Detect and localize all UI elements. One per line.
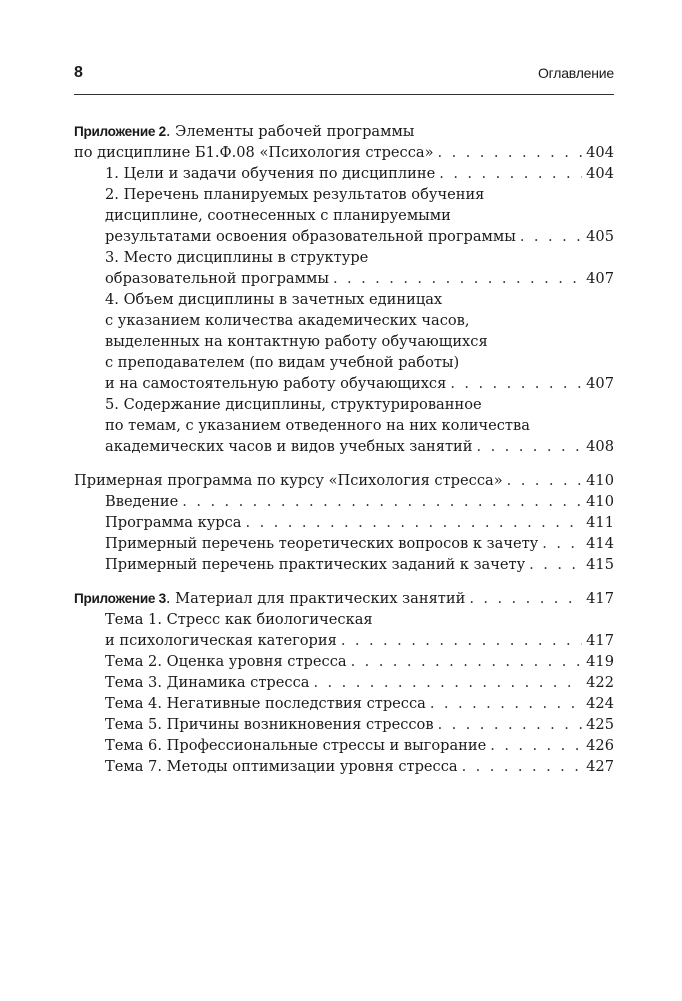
toc-page-number: 426	[586, 737, 614, 754]
toc-entry[interactable]	[74, 693, 614, 714]
toc-page-number: 419	[586, 653, 614, 670]
toc-entry-title: академических часов и видов учебных занятий	[105, 438, 473, 455]
leader-dots	[351, 651, 583, 672]
toc-entry-title: образовательной программы	[105, 270, 329, 287]
table-of-contents	[74, 121, 614, 777]
toc-entry-title: Примерная программа по курсу «Психология стресса»	[74, 472, 503, 489]
toc-entry-title: и на самостоятельную работу обучающихся	[105, 375, 447, 392]
toc-page-number: 407	[586, 270, 614, 287]
toc-entry[interactable]: 2. Перечень планируемых результатов обучения дисциплине, соотнесенных с планируемыми результатами освоения образовательной программы . . . 405	[74, 184, 614, 247]
leader-dots	[438, 142, 583, 163]
leader-dots	[439, 163, 582, 184]
toc-entry-title: по дисциплине Б1.Ф.08 «Психология стресса»	[74, 144, 434, 161]
toc-entry[interactable]	[74, 735, 614, 756]
appendix-label: Приложение 3	[74, 591, 166, 606]
toc-entry[interactable]	[74, 163, 614, 184]
toc-page-number: 405	[586, 228, 614, 245]
toc-entry[interactable]	[74, 533, 614, 554]
leader-dots	[313, 672, 582, 693]
toc-entry-title: и психологическая категория	[105, 632, 337, 649]
page-header	[74, 64, 614, 86]
toc-entry-title: Тема 3. Динамика стресса	[105, 674, 310, 691]
toc-entry-appendix-2[interactable]	[74, 121, 614, 163]
toc-page-number: 407	[586, 375, 614, 392]
toc-entry[interactable]: 3. Место дисциплины в структуре образовательной программы . . . 407	[74, 247, 614, 289]
leader-dots	[450, 373, 582, 394]
leader-dots	[333, 268, 582, 289]
leader-dots	[520, 226, 582, 247]
leader-dots	[542, 533, 582, 554]
toc-entry[interactable]	[74, 491, 614, 512]
header-rule	[74, 94, 614, 95]
appendix-label: Приложение 2	[74, 124, 166, 139]
toc-entry-title: Тема 6. Профессиональные стрессы и выгорание	[105, 737, 487, 754]
leader-dots	[490, 735, 582, 756]
toc-page-number: 410	[586, 493, 614, 510]
leader-dots	[507, 470, 583, 491]
toc-entry[interactable]	[74, 672, 614, 693]
toc-page-number: 410	[586, 472, 614, 489]
running-title: Оглавление	[537, 65, 614, 81]
toc-page-number: 427	[586, 758, 614, 775]
leader-dots	[438, 714, 583, 735]
leader-dots	[430, 693, 582, 714]
toc-entry-title: Тема 4. Негативные последствия стресса	[105, 695, 426, 712]
toc-page-number: 422	[586, 674, 614, 691]
toc-entry-title: Тема 7. Методы оптимизации уровня стресса	[105, 758, 458, 775]
toc-entry-appendix-3[interactable]	[74, 588, 614, 609]
toc-entry-sample-program[interactable]	[74, 470, 614, 491]
toc-entry-title: Тема 5. Причины возникновения стрессов	[105, 716, 434, 733]
toc-page-number: 404	[586, 165, 614, 182]
toc-entry-title: 1. Цели и задачи обучения по дисциплине	[105, 165, 436, 182]
toc-entry[interactable]	[74, 554, 614, 575]
toc-entry-title: Тема 2. Оценка уровня стресса	[105, 653, 347, 670]
toc-entry-title: Программа курса	[105, 514, 242, 531]
toc-entry[interactable]	[74, 651, 614, 672]
leader-dots	[469, 588, 582, 609]
toc-page-number: 411	[586, 514, 614, 531]
toc-entry[interactable]	[74, 512, 614, 533]
leader-dots	[462, 756, 583, 777]
toc-entry[interactable]	[74, 756, 614, 777]
leader-dots	[341, 630, 582, 651]
leader-dots	[246, 512, 583, 533]
leader-dots	[477, 436, 583, 457]
toc-page-number: 425	[586, 716, 614, 733]
toc-page-number: 408	[586, 438, 614, 455]
leader-dots	[529, 554, 582, 575]
toc-page-number: 404	[586, 144, 614, 161]
toc-page-number: 417	[586, 632, 614, 649]
toc-page-number: 415	[586, 556, 614, 573]
toc-page-number: 424	[586, 695, 614, 712]
toc-page-number: 414	[586, 535, 614, 552]
toc-entry[interactable]: 4. Объем дисциплины в зачетных единицах с указанием количества академических часов, выделенных на контактную работу обучающихся с преподавателем (по видам учебной работы) и на самостоятельную работу обучающихся . . . 407	[74, 289, 614, 394]
toc-entry-title: результатами освоения образовательной программы	[105, 228, 516, 245]
toc-entry[interactable]: Тема 1. Стресс как биологическая и психологическая категория . . . 417	[74, 609, 614, 651]
toc-entry[interactable]	[74, 714, 614, 735]
toc-entry[interactable]: 5. Содержание дисциплины, структурированное по темам, с указанием отведенного на них количества академических часов и видов учебных занятий . . . 408	[74, 394, 614, 457]
toc-entry-title: Примерный перечень практических заданий к зачету	[105, 556, 526, 573]
toc-entry-title: Примерный перечень теоретических вопросов к зачету	[105, 535, 539, 552]
toc-entry-heading-line: Приложение 2. Элементы рабочей программы	[74, 123, 415, 140]
page-number: 8	[74, 64, 83, 81]
toc-entry-title: Введение	[105, 493, 179, 510]
toc-page-number: 417	[586, 590, 614, 607]
toc-entry-title: Приложение 3. Материал для практических занятий	[74, 590, 466, 607]
leader-dots	[182, 491, 582, 512]
